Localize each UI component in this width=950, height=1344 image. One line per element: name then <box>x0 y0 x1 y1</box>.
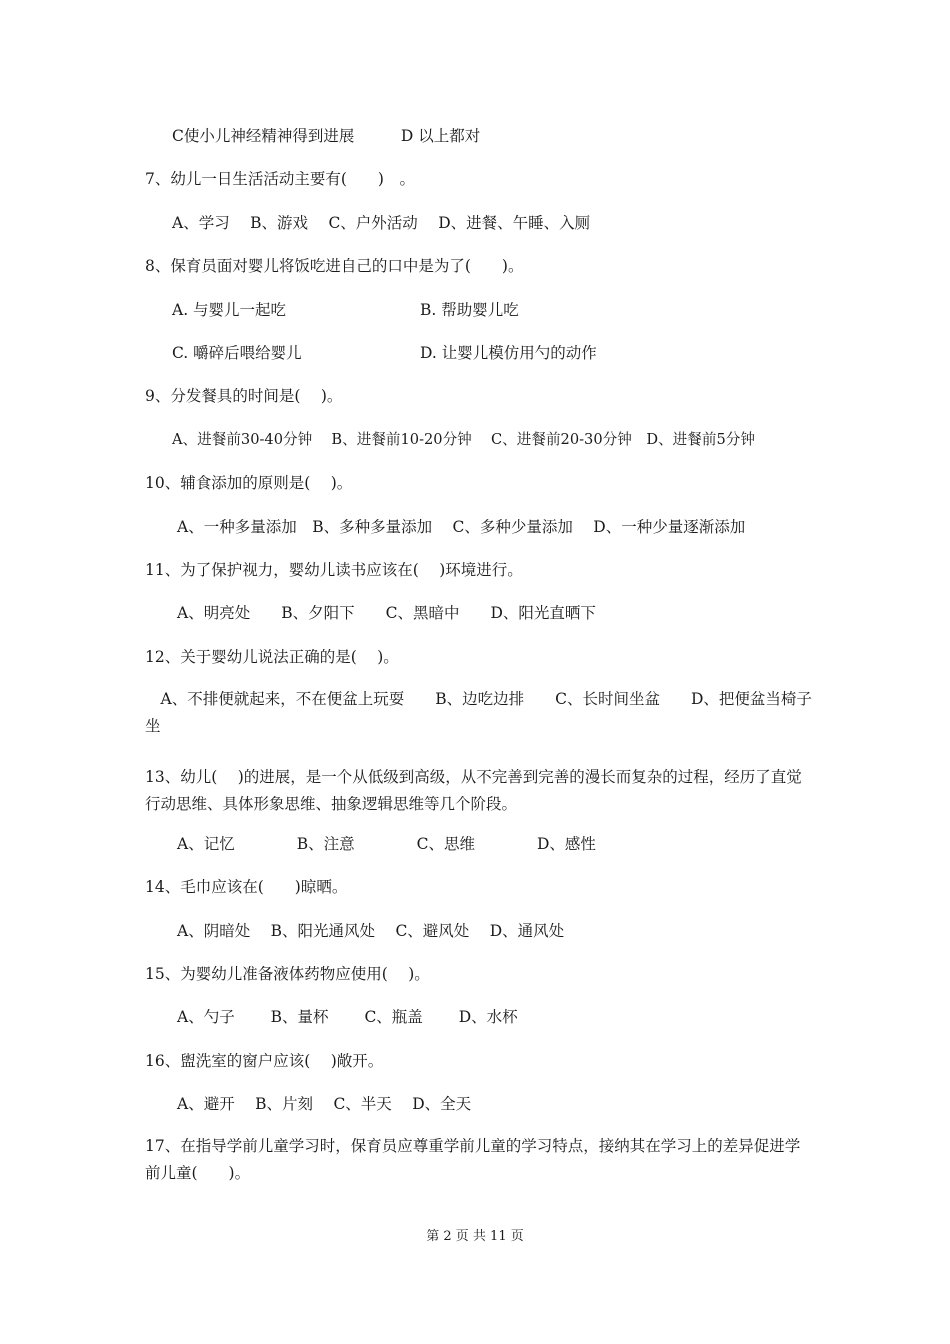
q10-options: A、一种多量添加 B、多种多量添加 C、多种少量添加 D、一种少量逐渐添加 <box>177 518 746 536</box>
q13-options: A、记忆 B、注意 C、思维 D、感性 <box>177 835 596 853</box>
q13-stem: 13、幼儿( )的进展，是一个从低级到高级，从不完善到完善的漫长而复杂的过程，经历了直觉行动思维、具体形象思维、抽象逻辑思维等几个阶段。 <box>145 768 802 813</box>
q15-options: A、勺子 B、量杯 C、瓶盖 D、水杯 <box>177 1008 518 1026</box>
q14-stem: 14、毛巾应该在( )晾晒。 <box>145 878 348 896</box>
q9-stem: 9、分发餐具的时间是( )。 <box>145 387 343 405</box>
q8-option-a: A. 与婴儿一起吃 <box>172 301 287 319</box>
q8-option-c: C. 嚼碎后喂给婴儿 <box>172 344 302 362</box>
q9-options: A、进餐前30-40分钟 B、进餐前10-20分钟 C、进餐前20-30分钟 D、进餐前5分钟 <box>172 431 755 448</box>
q15-stem: 15、为婴幼儿准备液体药物应使用( )。 <box>145 965 430 983</box>
q7-stem: 7、幼儿一日生活活动主要有( ) 。 <box>145 170 415 188</box>
q8-option-b: B. 帮助婴儿吃 <box>420 301 519 319</box>
q8-option-d: D. 让婴儿模仿用勺的动作 <box>420 344 597 362</box>
q10-stem: 10、辅食添加的原则是( )。 <box>145 474 353 492</box>
q17-stem: 17、在指导学前儿童学习时，保育员应尊重学前儿童的学习特点，接纳其在学习上的差异促进学前儿童( )。 <box>145 1137 801 1182</box>
q16-stem: 16、盥洗室的窗户应该( )敞开。 <box>145 1052 384 1070</box>
q12-stem: 12、关于婴幼儿说法正确的是( )。 <box>145 648 399 666</box>
q11-options: A、明亮处 B、夕阳下 C、黑暗中 D、阳光直晒下 <box>177 604 596 622</box>
q7-options: A、学习 B、游戏 C、户外活动 D、进餐、午睡、入厕 <box>172 214 591 232</box>
page-footer: 第 2 页 共 11 页 <box>426 1229 524 1244</box>
q8-stem: 8、保育员面对婴儿将饭吃进自己的口中是为了( )。 <box>145 257 524 275</box>
q6-options-cd: C使小儿神经精神得到进展 D 以上都对 <box>172 127 481 145</box>
q14-options: A、阴暗处 B、阳光通风处 C、避风处 D、通风处 <box>177 922 565 940</box>
q12-options: A、不排便就起来，不在便盆上玩耍 B、边吃边排 C、长时间坐盆 D、把便盆当椅子坐 <box>145 690 812 735</box>
q16-options: A、避开 B、片刻 C、半天 D、全天 <box>177 1095 472 1113</box>
q11-stem: 11、为了保护视力，婴幼儿读书应该在( )环境进行。 <box>145 561 523 579</box>
